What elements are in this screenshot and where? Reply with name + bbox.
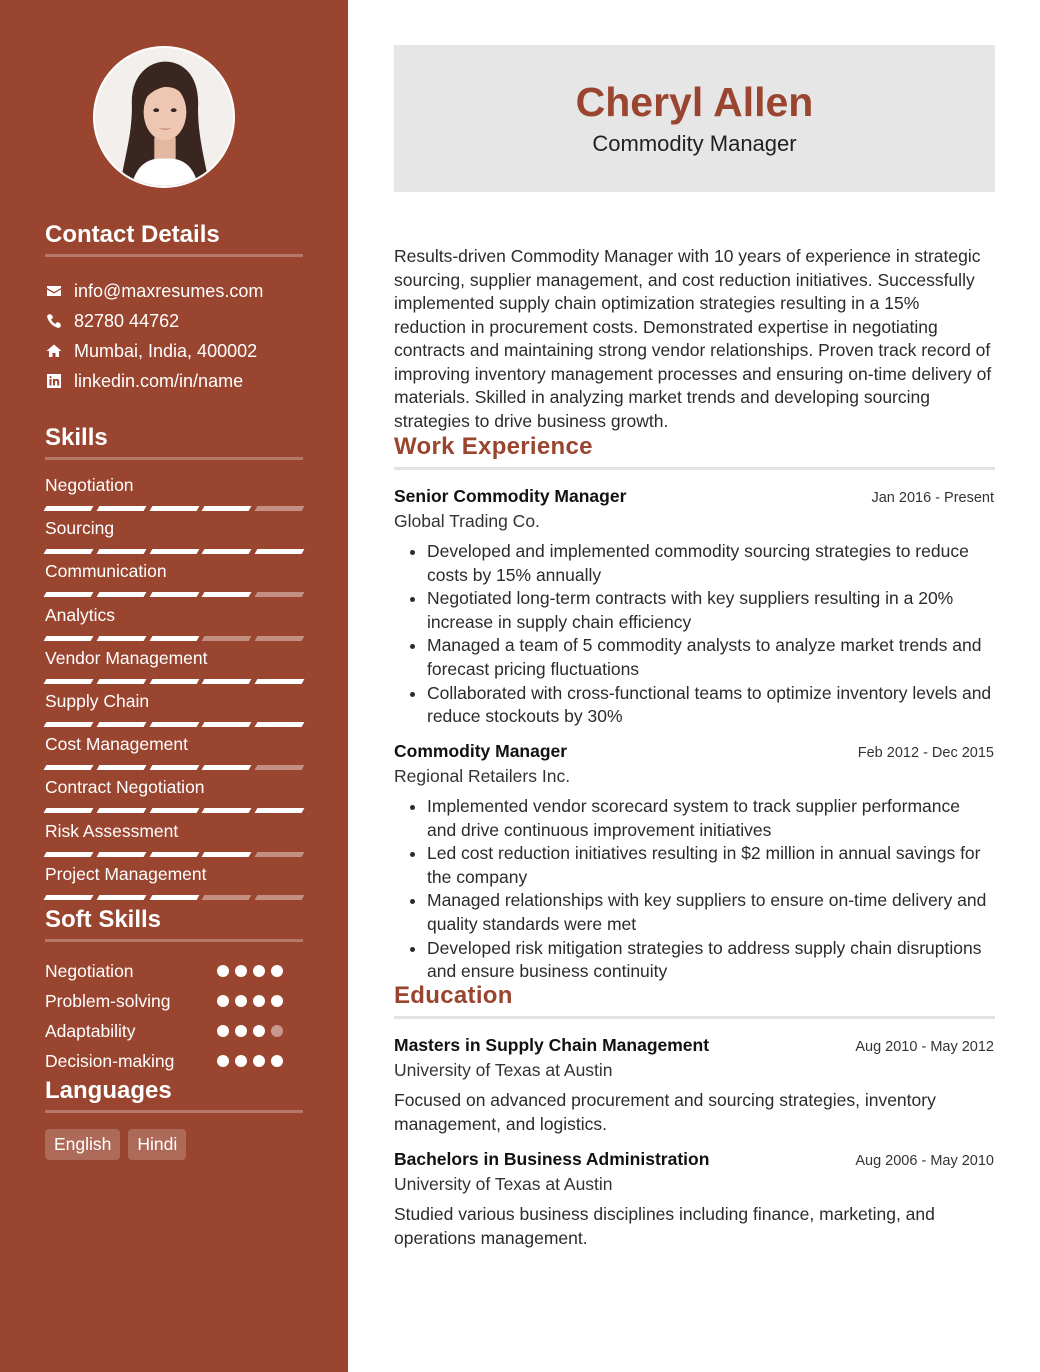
skill-level-segment xyxy=(149,895,199,900)
address-text: Mumbai, India, 400002 xyxy=(74,340,258,361)
skill-level-segment xyxy=(149,592,199,597)
skill-level-segment xyxy=(44,679,94,684)
skill-item xyxy=(45,820,303,863)
education-description: Focused on advanced procurement and sourcing strategies, inventory management, and logistics. xyxy=(394,1090,936,1134)
skill-level-segment xyxy=(44,765,94,770)
soft-skill-level-dots xyxy=(217,965,283,977)
soft-skill-level-dot xyxy=(217,995,229,1007)
skill-name: Contract Negotiation xyxy=(45,777,205,798)
soft-skill-level-dot xyxy=(271,965,283,977)
skill-level-segment xyxy=(255,765,305,770)
skill-level-segment xyxy=(96,722,146,727)
skill-item xyxy=(45,560,303,603)
skill-name: Vendor Management xyxy=(45,647,208,668)
skill-item xyxy=(45,604,303,647)
education-entry xyxy=(394,1034,994,1136)
skill-level-segment xyxy=(202,852,252,857)
skill-level-segment xyxy=(255,852,305,857)
soft-skill-level-dots xyxy=(217,1055,283,1067)
phone-text: 82780 44762 xyxy=(74,310,180,331)
skill-level-segment xyxy=(255,592,305,597)
summary: Results-driven Commodity Manager with 10 years of experience in strategic sourcing, supplier management, and cost reduction initiatives. Successfully implemented supply chain optimization strategies resulting in a 15% reduction in procurement costs. Demonstrated expertise in negotiating contracts and maintaining strong vendor relationships. Proven track record of improving inventory management processes and ensuring on-time delivery of materials. Skilled in analyzing market trends and developing sourcing strategies to drive business growth. xyxy=(394,246,992,431)
skill-name: Communication xyxy=(45,561,167,582)
skill-level-segment xyxy=(202,722,252,727)
skill-name: Sourcing xyxy=(45,518,115,539)
skill-level-bars xyxy=(45,506,303,511)
education-heading: Education xyxy=(394,983,995,1019)
profile-photo xyxy=(95,48,233,186)
skill-level-segment xyxy=(202,808,252,813)
skill-level-segment xyxy=(44,722,94,727)
avatar xyxy=(93,46,235,188)
linkedin-icon xyxy=(45,372,63,390)
soft-skill-level-dot xyxy=(253,965,265,977)
job-bullet: • Implemented vendor scorecard system to track supplier performance and drive continuous improvement initiatives xyxy=(427,795,994,842)
skill-level-segment xyxy=(149,679,199,684)
skill-level-segment xyxy=(202,636,252,641)
soft-skill-level-dot xyxy=(253,1025,265,1037)
skill-item xyxy=(45,733,303,776)
skill-name: Cost Management xyxy=(45,734,188,755)
soft-skills-list xyxy=(45,956,303,1076)
soft-skill-level-dots xyxy=(217,1025,283,1037)
job-company: Regional Retailers Inc. xyxy=(394,766,571,786)
skill-level-segment xyxy=(149,808,199,813)
skills-heading: Skills xyxy=(45,425,303,460)
candidate-title: Commodity Manager xyxy=(592,131,797,156)
job-date: Feb 2012 - Dec 2015 xyxy=(857,745,994,761)
job-bullets xyxy=(427,795,994,984)
skill-level-segment xyxy=(96,592,146,597)
skill-name: Project Management xyxy=(45,863,207,884)
soft-skill-level-dot xyxy=(271,1055,283,1067)
skill-level-segment xyxy=(149,549,199,554)
skill-level-segment xyxy=(96,852,146,857)
job-company: Global Trading Co. xyxy=(394,511,540,531)
skill-item xyxy=(45,776,303,819)
skill-level-segment xyxy=(149,722,199,727)
skill-level-segment xyxy=(96,506,146,511)
soft-skill-level-dot xyxy=(253,995,265,1007)
skill-level-segment xyxy=(202,506,252,511)
skill-level-bars xyxy=(45,895,303,900)
skill-item xyxy=(45,517,303,560)
degree: Bachelors in Business Administration xyxy=(394,1149,710,1169)
language-badge: Hindi xyxy=(128,1129,186,1160)
skill-item xyxy=(45,690,303,733)
skill-level-segment xyxy=(44,895,94,900)
sidebar xyxy=(0,0,348,1372)
skill-level-segment xyxy=(149,765,199,770)
job-bullets xyxy=(427,540,994,729)
contact-linkedin xyxy=(45,366,303,396)
skill-level-segment xyxy=(202,592,252,597)
soft-skill-level-dot xyxy=(235,965,247,977)
skill-level-bars xyxy=(45,808,303,813)
skill-level-segment xyxy=(202,679,252,684)
skills-list xyxy=(45,474,303,906)
skill-level-segment xyxy=(44,808,94,813)
soft-skill-level-dot xyxy=(253,1055,265,1067)
soft-skills-heading: Soft Skills xyxy=(45,907,303,942)
envelope-icon xyxy=(45,282,63,300)
candidate-name: Cheryl Allen xyxy=(575,79,814,125)
skill-level-segment xyxy=(96,549,146,554)
skill-level-segment xyxy=(44,506,94,511)
skill-level-segment xyxy=(96,765,146,770)
job-bullet: • Developed and implemented commodity sourcing strategies to reduce costs by 15% annually xyxy=(427,540,994,587)
email-text[interactable]: info@maxresumes.com xyxy=(74,280,264,301)
skill-level-segment xyxy=(255,722,305,727)
skill-level-segment xyxy=(96,895,146,900)
skill-level-bars xyxy=(45,852,303,857)
linkedin-text[interactable]: linkedin.com/in/name xyxy=(74,370,244,391)
skill-level-segment xyxy=(44,852,94,857)
soft-skill-item xyxy=(45,1046,303,1076)
contact-heading: Contact Details xyxy=(45,222,303,257)
skill-level-bars xyxy=(45,636,303,641)
contact-email xyxy=(45,276,303,306)
skill-level-segment xyxy=(96,636,146,641)
soft-skill-level-dot xyxy=(235,1025,247,1037)
skill-level-bars xyxy=(45,765,303,770)
job-bullet: • Managed a team of 5 commodity analysts to analyze market trends and forecast pricing fluctuations xyxy=(427,634,994,681)
soft-skill-level-dot xyxy=(217,1025,229,1037)
skill-level-segment xyxy=(96,808,146,813)
language-badge: English xyxy=(45,1129,120,1160)
skill-level-segment xyxy=(255,808,305,813)
job-bullet: • Negotiated long-term contracts with key suppliers resulting in a 20% increase in supply chain efficiency xyxy=(427,587,994,634)
skill-level-segment xyxy=(255,549,305,554)
job-bullet: • Collaborated with cross-functional teams to optimize inventory levels and reduce stockouts by 30% xyxy=(427,682,994,729)
work-entry xyxy=(394,740,994,984)
soft-skill-name: Problem-solving xyxy=(45,990,171,1011)
languages-list xyxy=(45,1129,186,1160)
skill-level-segment xyxy=(255,506,305,511)
phone-icon xyxy=(45,312,63,330)
education-date: Aug 2010 - May 2012 xyxy=(855,1039,994,1055)
contact-phone xyxy=(45,306,303,336)
soft-skill-name: Negotiation xyxy=(45,960,134,981)
job-role: Senior Commodity Manager xyxy=(394,486,627,506)
skill-item xyxy=(45,474,303,517)
skill-level-bars xyxy=(45,679,303,684)
home-icon xyxy=(45,342,63,360)
degree: Masters in Supply Chain Management xyxy=(394,1035,710,1055)
job-bullet: • Managed relationships with key suppliers to ensure on-time delivery and quality standards were met xyxy=(427,889,994,936)
soft-skill-name: Decision-making xyxy=(45,1050,175,1071)
skill-level-segment xyxy=(255,895,305,900)
school: University of Texas at Austin xyxy=(394,1174,613,1194)
skill-name: Supply Chain xyxy=(45,690,150,711)
skill-name: Negotiation xyxy=(45,475,134,495)
skill-level-segment xyxy=(202,895,252,900)
skill-level-segment xyxy=(149,636,199,641)
work-heading: Work Experience xyxy=(394,434,995,470)
soft-skill-level-dots xyxy=(217,995,283,1007)
skill-level-segment xyxy=(149,852,199,857)
contact-address xyxy=(45,336,303,366)
education-entry xyxy=(394,1148,994,1250)
soft-skill-level-dot xyxy=(235,995,247,1007)
job-role: Commodity Manager xyxy=(394,741,568,761)
skill-level-segment xyxy=(202,765,252,770)
work-entry xyxy=(394,485,994,729)
soft-skill-level-dot xyxy=(217,1055,229,1067)
soft-skill-name: Adaptability xyxy=(45,1020,136,1041)
skill-level-segment xyxy=(44,592,94,597)
skill-level-segment xyxy=(44,636,94,641)
skill-level-bars xyxy=(45,592,303,597)
skill-item xyxy=(45,863,303,906)
school: University of Texas at Austin xyxy=(394,1060,613,1080)
soft-skill-item xyxy=(45,1016,303,1046)
skill-level-segment xyxy=(44,549,94,554)
skill-level-bars xyxy=(45,549,303,554)
skill-level-bars xyxy=(45,722,303,727)
soft-skill-level-dot xyxy=(271,995,283,1007)
skill-name: Analytics xyxy=(45,604,116,625)
soft-skill-level-dot xyxy=(217,965,229,977)
header-box xyxy=(394,45,995,192)
soft-skill-item xyxy=(45,956,303,986)
education-date: Aug 2006 - May 2010 xyxy=(855,1153,994,1169)
skill-item xyxy=(45,647,303,690)
skill-name: Risk Assessment xyxy=(45,820,179,841)
skill-level-segment xyxy=(202,549,252,554)
skill-level-segment xyxy=(149,506,199,511)
soft-skill-item xyxy=(45,986,303,1016)
skill-level-segment xyxy=(255,636,305,641)
job-bullet: • Developed risk mitigation strategies to address supply chain disruptions and ensure business continuity xyxy=(427,937,994,984)
contact-list xyxy=(45,276,303,396)
skill-level-segment xyxy=(96,679,146,684)
soft-skill-level-dot xyxy=(271,1025,283,1037)
education-description: Studied various business disciplines including finance, marketing, and operations management. xyxy=(394,1204,935,1248)
soft-skill-level-dot xyxy=(235,1055,247,1067)
job-bullet: • Led cost reduction initiatives resulting in $2 million in annual savings for the company xyxy=(427,842,994,889)
languages-heading: Languages xyxy=(45,1078,303,1113)
skill-level-segment xyxy=(255,679,305,684)
job-date: Jan 2016 - Present xyxy=(871,490,994,506)
